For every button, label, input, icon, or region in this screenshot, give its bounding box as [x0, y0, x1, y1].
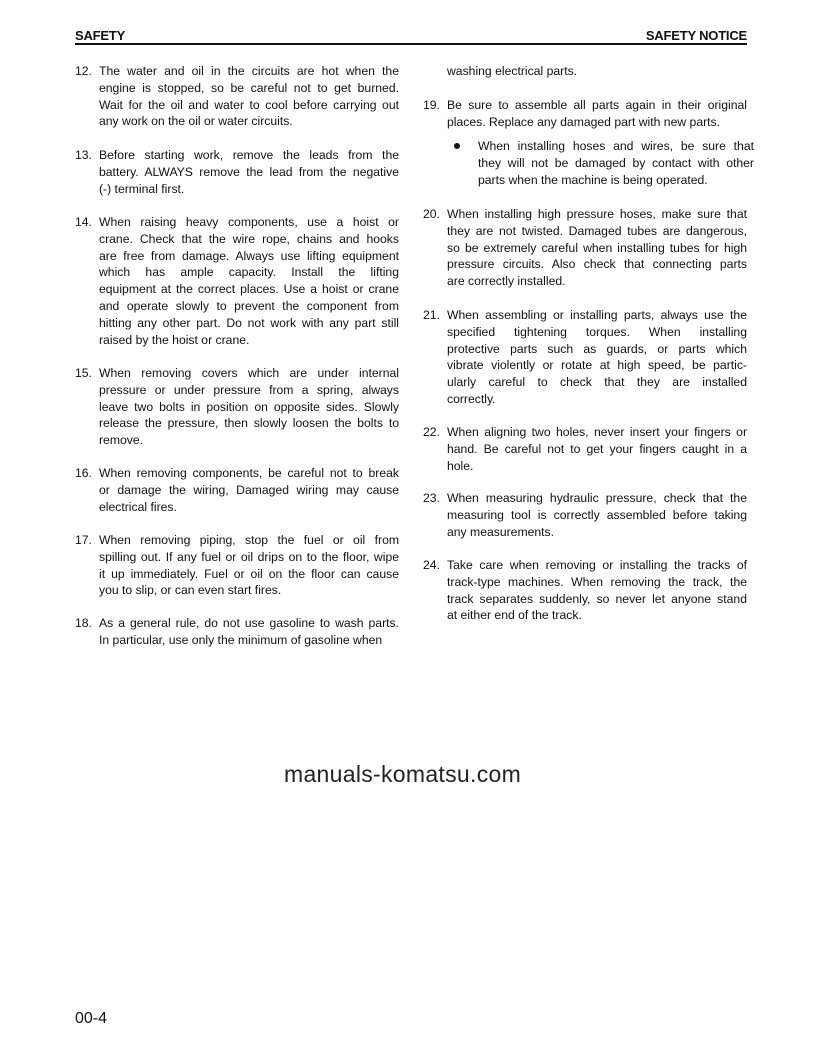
text-line: any measurements. — [447, 524, 555, 539]
text-line: protective parts such as guards, or parts which — [447, 341, 747, 356]
bullet-icon — [454, 143, 460, 149]
text-line: it up immediately. Fuel or oil on the floor can cause — [99, 566, 399, 581]
text-line: ularly careful to check that they are installed — [447, 375, 747, 390]
item-text — [99, 465, 399, 515]
text-line: you to slip, or can even start fires. — [99, 583, 282, 598]
running-header-section: SAFETY — [75, 28, 126, 43]
item-text — [99, 63, 399, 130]
text-line: Take care when removing or installing the tracks of — [447, 558, 747, 572]
text-line: When measuring hydraulic pressure, check that the — [447, 491, 747, 505]
item-text — [447, 97, 747, 131]
item-number: 18. — [75, 616, 92, 630]
item-text — [447, 557, 747, 624]
item-number: 19. — [423, 98, 440, 112]
text-line: they are not twisted. Damaged tubes are dangerous, — [447, 223, 747, 238]
text-line: pressure circuits. Also check that connecting parts — [447, 257, 747, 272]
item-text — [447, 206, 747, 290]
text-line: When raising heavy components, use a hoist or — [99, 215, 399, 229]
text-line: places. Replace any damaged part with new parts. — [447, 114, 721, 129]
text-line: parts when the machine is being operated. — [478, 172, 708, 187]
text-line: When assembling or installing parts, always use the — [447, 308, 747, 322]
text-line: When removing components, be careful not to break — [99, 466, 399, 480]
item-text — [99, 365, 399, 449]
text-line: When removing covers which are under internal — [99, 366, 399, 380]
text-line: release the pressure, then slowly loosen the bolts to — [99, 416, 399, 431]
item-number: 15. — [75, 366, 92, 380]
text-line: correctly. — [447, 391, 496, 406]
watermark: manuals-komatsu.com — [284, 761, 522, 787]
text-line: any work on the oil or water circuits. — [99, 114, 293, 129]
header-rule — [75, 43, 747, 45]
page-number: 00-4 — [75, 1010, 108, 1027]
item-number: 17. — [75, 533, 92, 547]
text-line: Be sure to assemble all parts again in their original — [447, 98, 747, 112]
text-line: hitting any other part. Do not work with any part still — [99, 315, 399, 330]
text-line: are correctly installed. — [447, 274, 566, 289]
item-text — [447, 63, 747, 80]
item-text — [447, 307, 747, 408]
text-line: specified tightening torques. When installing — [447, 324, 747, 339]
text-line: track separates suddenly, so never let anyone stand — [447, 591, 747, 606]
text-line: When installing hoses and wires, be sure that — [478, 139, 754, 153]
text-line: and operate slowly to prevent the component from — [99, 298, 399, 313]
text-line: When installing high pressure hoses, make sure that — [447, 207, 747, 221]
text-line: remove. — [99, 433, 144, 448]
item-text — [99, 147, 399, 197]
text-line: raised by the hoist or crane. — [99, 332, 250, 347]
text-line: hand. Be careful not to get your fingers caught in a — [447, 441, 747, 456]
text-line: track-type machines. When removing the track, the — [447, 574, 747, 589]
text-line: leave two bolts in position on opposite sides. Slowly — [99, 399, 399, 414]
item-number: 23. — [423, 491, 440, 505]
item-number: 13. — [75, 148, 92, 162]
item-text — [99, 615, 399, 649]
text-line: spilling out. If any fuel or oil drips on to the floor, wipe — [99, 549, 399, 564]
text-line: washing electrical parts. — [447, 64, 578, 78]
text-line: battery. ALWAYS remove the lead from the negative — [99, 164, 399, 179]
item-text — [99, 214, 399, 348]
text-line: When aligning two holes, never insert your fingers or — [447, 425, 747, 439]
text-line: vibrate violently or rotate at high speed, be partic- — [447, 358, 747, 373]
text-line: (-) terminal first. — [99, 181, 185, 196]
bullet-text — [478, 138, 754, 188]
text-line: equipment at the correct places. Use a hoist or crane — [99, 282, 399, 297]
item-number: 12. — [75, 64, 92, 78]
text-line: or damage the wiring, Damaged wiring may cause — [99, 482, 399, 497]
text-line: which has ample capacity. Install the lifting — [99, 265, 399, 280]
item-number: 20. — [423, 207, 440, 221]
text-line: In particular, use only the minimum of gasoline when — [99, 632, 383, 647]
text-line: so be extremely careful when installing tubes for high — [447, 240, 747, 255]
item-number: 24. — [423, 558, 440, 572]
text-line: are free from damage. Always use lifting equipment — [99, 248, 399, 263]
text-line: crane. Check that the wire rope, chains and hooks — [99, 231, 399, 246]
text-line: pressure or under pressure from a spring, always — [99, 382, 399, 397]
text-line: engine is stopped, so be careful not to get burned. — [99, 80, 399, 95]
text-line: When removing piping, stop the fuel or oil from — [99, 533, 399, 547]
running-header-title: SAFETY NOTICE — [645, 28, 747, 43]
item-number: 16. — [75, 466, 92, 480]
text-line: at either end of the track. — [447, 608, 582, 623]
text-line: Wait for the oil and water to cool before carrying out — [99, 97, 399, 112]
text-line: electrical fires. — [99, 499, 177, 514]
text-line: they will not be damaged by contact with other — [478, 155, 754, 170]
text-line: As a general rule, do not use gasoline to wash parts. — [99, 616, 399, 630]
text-line: Before starting work, remove the leads from the — [99, 148, 399, 162]
item-number: 21. — [423, 308, 440, 322]
item-text — [99, 532, 399, 599]
text-line: The water and oil in the circuits are hot when the — [99, 64, 399, 78]
item-text — [447, 424, 747, 474]
item-number: 22. — [423, 425, 440, 439]
item-text — [447, 490, 747, 540]
item-number: 14. — [75, 215, 92, 229]
text-line: measuring tool is correctly assembled before taking — [447, 507, 747, 522]
text-line: hole. — [447, 458, 474, 473]
